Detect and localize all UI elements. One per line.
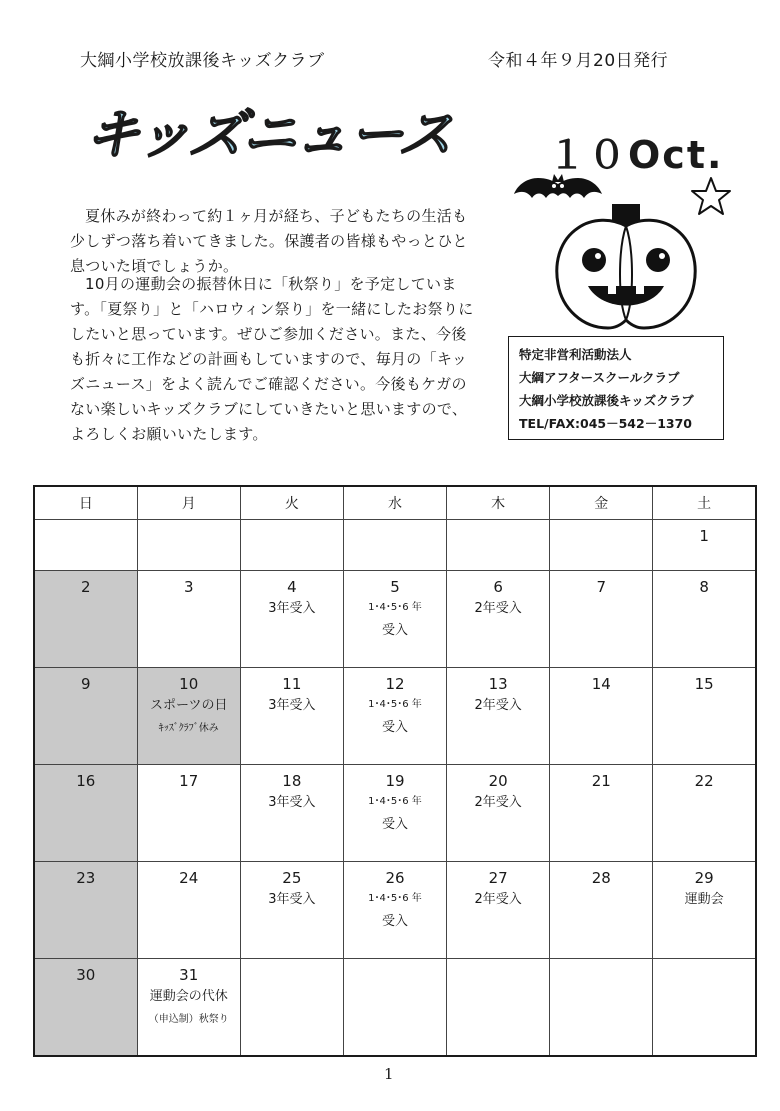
day-number: 7	[596, 578, 607, 596]
calendar-day-cell	[550, 959, 653, 1057]
day-number: 26	[385, 869, 405, 887]
day-number: 18	[282, 772, 302, 790]
day-number: 28	[591, 869, 611, 887]
day-number: 23	[76, 869, 96, 887]
calendar-day-cell	[447, 959, 550, 1057]
day-number: 22	[694, 772, 714, 790]
calendar-week-row	[34, 571, 756, 668]
day-note: 1･4･5･6 年	[368, 602, 422, 613]
calendar-day-cell	[550, 765, 653, 862]
monthly-calendar	[33, 485, 757, 1057]
day-note: 1･4･5･6 年	[368, 699, 422, 710]
calendar-day-cell	[343, 668, 446, 765]
day-note: 3年受入	[268, 892, 316, 907]
day-note: 3年受入	[268, 601, 316, 616]
day-number: 16	[76, 772, 96, 790]
calendar-day-cell	[447, 765, 550, 862]
day-note: 3年受入	[268, 698, 316, 713]
page-number: 1	[384, 1065, 394, 1083]
calendar-day-cell	[653, 520, 756, 571]
day-number: 2	[81, 578, 91, 596]
day-number: 11	[282, 675, 302, 693]
calendar-day-cell	[137, 668, 240, 765]
calendar-day-cell	[550, 520, 653, 571]
calendar-day-cell	[343, 765, 446, 862]
day-note: 運動会の代休	[149, 989, 228, 1004]
calendar-day-cell	[34, 668, 137, 765]
day-number: 4	[287, 578, 297, 596]
day-number: 8	[699, 578, 709, 596]
calendar-week-row	[34, 668, 756, 765]
day-number: 15	[694, 675, 714, 693]
org-legal-type: 特定非営利活動法人	[519, 347, 632, 362]
weekday-header: 木	[447, 486, 550, 520]
organization-name: 大綱小学校放課後キッズクラブ	[80, 51, 325, 71]
day-number: 13	[488, 675, 508, 693]
day-number: 20	[488, 772, 508, 790]
calendar-week-row	[34, 959, 756, 1057]
org-operator-name: 大綱アフタースクールクラブ	[519, 370, 680, 385]
day-number: 17	[179, 772, 199, 790]
calendar-day-cell	[137, 959, 240, 1057]
day-note: 受入	[381, 623, 408, 638]
day-number: 31	[179, 966, 199, 984]
day-note: 受入	[381, 817, 408, 832]
calendar-day-cell	[653, 862, 756, 959]
day-number: 14	[591, 675, 611, 693]
month-label: １０Oct.	[548, 133, 724, 177]
calendar-day-cell	[240, 520, 343, 571]
day-number: 9	[81, 675, 91, 693]
weekday-header: 土	[653, 486, 756, 520]
calendar-day-cell	[447, 571, 550, 668]
day-number: 12	[385, 675, 405, 693]
organization-contact-box	[508, 336, 724, 440]
calendar-day-cell	[137, 862, 240, 959]
day-number: 25	[282, 869, 302, 887]
calendar-day-cell	[550, 571, 653, 668]
weekday-header: 日	[34, 486, 137, 520]
calendar-day-cell	[34, 862, 137, 959]
calendar-day-cell	[137, 765, 240, 862]
day-note: 2年受入	[474, 698, 522, 713]
intro-paragraph-2: 10月の運動会の振替休日に「秋祭り」を予定しています。「夏祭り」と「ハロウィン祭り」を一緒にしたお祭りにしたいと思っています。ぜひご参加ください。また、今後も折々に工作などの計画もしていますので、毎月の「キッズニュース」をよく読んでご確認ください。今後もケガのない楽しいキッズクラブにしていきたいと思いますので、よろしくお願いいたします。	[70, 275, 474, 443]
calendar-day-cell	[137, 520, 240, 571]
calendar-day-cell	[34, 571, 137, 668]
calendar-day-cell	[653, 668, 756, 765]
day-number: 10	[179, 675, 199, 693]
weekday-header-row	[34, 486, 756, 520]
day-number: 21	[591, 772, 611, 790]
jack-o-lantern-icon	[552, 200, 700, 332]
calendar-day-cell	[240, 571, 343, 668]
calendar-day-cell	[653, 959, 756, 1057]
newsletter-title: キッズニュース	[81, 103, 458, 166]
day-number: 24	[179, 869, 199, 887]
weekday-header: 月	[137, 486, 240, 520]
day-number: 19	[385, 772, 405, 790]
calendar-week-row	[34, 765, 756, 862]
day-number: 5	[390, 578, 400, 596]
calendar-day-cell	[34, 959, 137, 1057]
day-number: 3	[183, 578, 194, 596]
weekday-header: 水	[343, 486, 446, 520]
day-note: 3年受入	[268, 795, 316, 810]
day-number: 30	[76, 966, 96, 984]
calendar-day-cell	[343, 571, 446, 668]
day-note: ｷｯｽﾞｸﾗﾌﾞ休み	[158, 723, 219, 734]
calendar-day-cell	[343, 862, 446, 959]
day-note: スポーツの日	[149, 698, 228, 713]
calendar-day-cell	[550, 668, 653, 765]
calendar-day-cell	[653, 571, 756, 668]
calendar-day-cell	[240, 862, 343, 959]
org-phone: TEL/FAX:045－542－1370	[519, 416, 692, 431]
day-number: 6	[493, 578, 503, 596]
calendar-day-cell	[240, 668, 343, 765]
day-note: （申込制）秋祭り	[148, 1014, 229, 1025]
day-note: 1･4･5･6 年	[368, 796, 422, 807]
intro-paragraph-1: 夏休みが終わって約１ヶ月が経ち、子どもたちの生活も少しずつ落ち着いてきました。保護者の皆様もやっとひと息ついた頃でしょうか。	[70, 207, 468, 275]
day-note: 2年受入	[474, 795, 522, 810]
day-note: 2年受入	[474, 601, 522, 616]
day-note: 運動会	[684, 892, 724, 907]
calendar-week-row	[34, 862, 756, 959]
day-note: 1･4･5･6 年	[368, 893, 422, 904]
calendar-day-cell	[447, 520, 550, 571]
calendar-day-cell	[34, 520, 137, 571]
calendar-day-cell	[653, 765, 756, 862]
calendar-day-cell	[447, 862, 550, 959]
issue-date: 令和４年９月20日発行	[488, 51, 669, 71]
calendar-day-cell	[240, 959, 343, 1057]
weekday-header: 火	[240, 486, 343, 520]
calendar-day-cell	[137, 571, 240, 668]
calendar-day-cell	[447, 668, 550, 765]
day-note: 2年受入	[474, 892, 522, 907]
calendar-day-cell	[343, 520, 446, 571]
calendar-day-cell	[343, 959, 446, 1057]
day-note: 受入	[381, 720, 408, 735]
calendar-week-row	[34, 520, 756, 571]
calendar-day-cell	[240, 765, 343, 862]
day-number: 1	[699, 527, 709, 545]
day-number: 29	[694, 869, 714, 887]
org-club-name: 大綱小学校放課後キッズクラブ	[519, 393, 694, 408]
day-number: 27	[488, 869, 508, 887]
calendar-day-cell	[34, 765, 137, 862]
weekday-header: 金	[550, 486, 653, 520]
day-note: 受入	[381, 914, 408, 929]
calendar-day-cell	[550, 862, 653, 959]
